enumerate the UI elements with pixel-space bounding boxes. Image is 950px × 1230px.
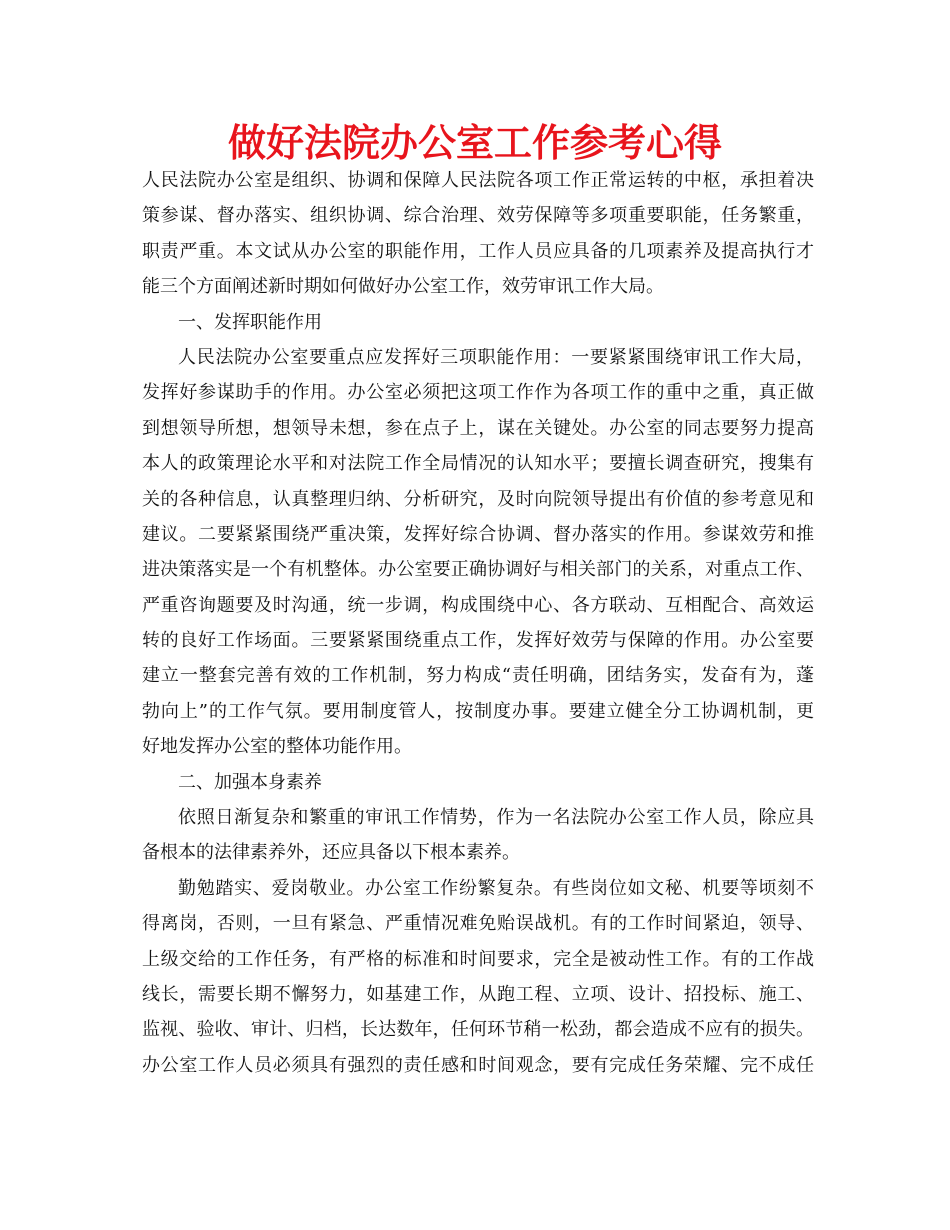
text-line: 人民法院办公室是组织、协调和保障人民法院各项工作正常运转的中枢，承担着决 (142, 170, 814, 191)
text-line: 二、加强本身素养 (178, 771, 322, 793)
text-line: 依照日渐复杂和繁重的审讯工作情势，作为一名法院办公室工作人员，除应具 (178, 807, 814, 829)
text-line: 本人的政策理论水平和对法院工作全局情况的认知水平；要擅长调查研究，搜集有 (142, 453, 814, 475)
text-line: 转的良好工作场面。三要紧紧围绕重点工作，发挥好效劳与保障的作用。办公室要 (142, 630, 814, 652)
text-line: 得离岗，否则，一旦有紧急、严重情况难免贻误战机。有的工作时间紧迫，领导、 (142, 913, 814, 935)
text-line: 一、发挥职能作用 (178, 311, 322, 333)
text-line: 能三个方面阐述新时期如何做好办公室工作，效劳审讯工作大局。 (142, 276, 664, 298)
text-line: 策参谋、督办落实、组织协调、综合治理、效劳保障等多项重要职能，任务繁重， (142, 205, 814, 227)
text-line: 人民法院办公室要重点应发挥好三项职能作用：一要紧紧围绕审讯工作大局， (178, 346, 814, 368)
text-line: 监视、验收、审计、归档，长达数年，任何环节稍一松劲，都会造成不应有的损失。 (142, 1019, 814, 1041)
document-title: 做好法院办公室工作参考心得 (227, 121, 722, 165)
text-line: 备根本的法律素养外，还应具备以下根本素养。 (142, 842, 520, 864)
text-line: 办公室工作人员必须具有强烈的责任感和时间观念，要有完成任务荣耀、完不成任 (142, 1054, 814, 1076)
text-line: 发挥好参谋助手的作用。办公室必须把这项工作作为各项工作的重中之重，真正做 (142, 382, 814, 404)
text-line: 建立一整套完善有效的工作机制，努力构成“责任明确，团结务实，发奋有为，蓬 (142, 665, 814, 687)
text-line: 进决策落实是一个有机整体。办公室要正确协调好与相关部门的关系，对重点工作、 (142, 559, 814, 581)
text-line: 建议。二要紧紧围绕严重决策，发挥好综合协调、督办落实的作用。参谋效劳和推 (142, 523, 814, 545)
text-line: 关的各种信息，认真整理归纳、分析研究，及时向院领导提出有价值的参考意见和 (142, 488, 814, 510)
text-line: 到想领导所想，想领导未想，参在点子上，谋在关键处。办公室的同志要努力提高 (142, 417, 814, 439)
text-line: 严重咨询题要及时沟通，统一步调，构成围绕中心、各方联动、互相配合、高效运 (142, 594, 814, 616)
document-body (142, 163, 814, 1083)
text-line: 勃向上”的工作气氛。要用制度管人，按制度办事。要建立健全分工协调机制，更 (142, 700, 814, 722)
text-line: 勤勉踏实、爱岗敬业。办公室工作纷繁复杂。有些岗位如文秘、机要等顷刻不 (178, 877, 814, 899)
text-line: 线长，需要长期不懈努力，如基建工作，从跑工程、立项、设计、招投标、施工、 (142, 983, 814, 1005)
text-line: 上级交给的工作任务，有严格的标准和时间要求，完全是被动性工作。有的工作战 (142, 948, 814, 970)
text-line: 职责严重。本文试从办公室的职能作用，工作人员应具备的几项素养及提高执行才 (142, 240, 814, 262)
text-line: 好地发挥办公室的整体功能作用。 (142, 736, 412, 758)
